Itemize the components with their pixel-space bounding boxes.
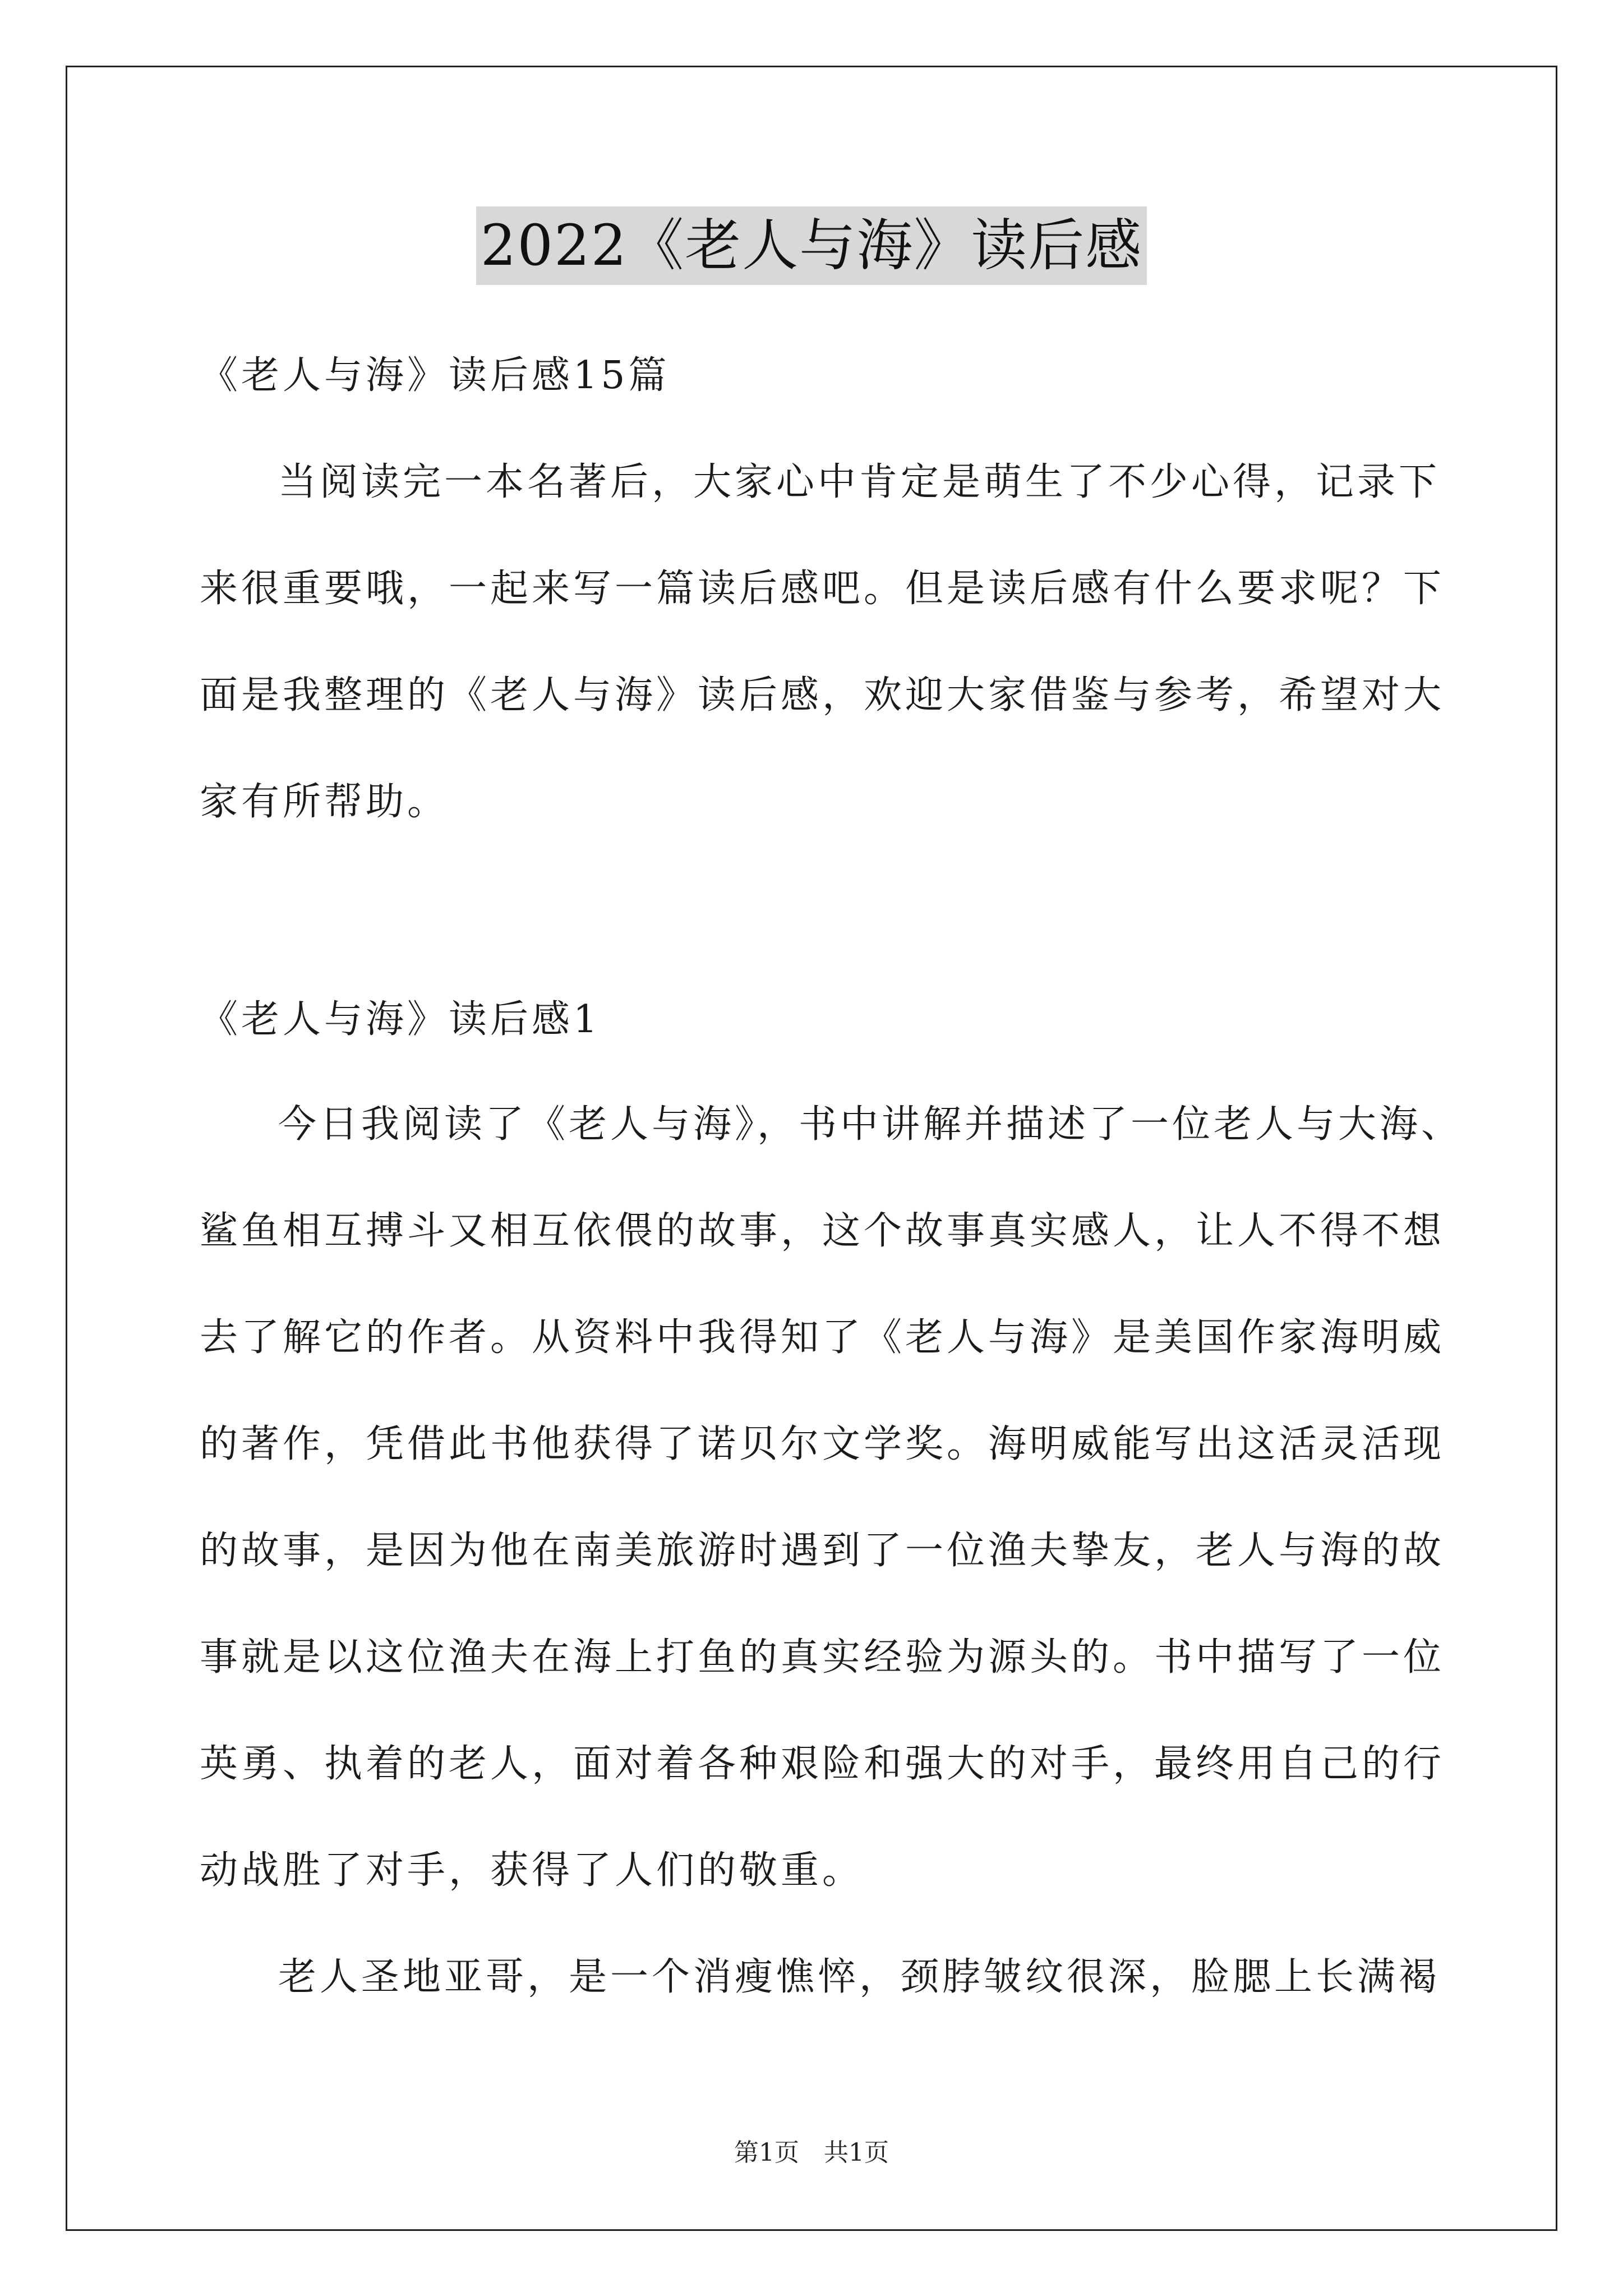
paragraph-line: 事就是以这位渔夫在海上打鱼的真实经验为源头的。书中描写了一位 [200, 1635, 1445, 1680]
paragraph-line: 今日我阅读了《老人与海》，书中讲解并描述了一位老人与大海、 [278, 1102, 1463, 1147]
paragraph-line: 去了解它的作者。从资料中我得知了《老人与海》是美国作家海明威 [200, 1315, 1445, 1360]
section-heading: 《老人与海》读后感1 [200, 997, 601, 1042]
paragraph-line: 鲨鱼相互搏斗又相互依偎的故事，这个故事真实感人，让人不得不想 [200, 1209, 1445, 1253]
intro-line: 家有所帮助。 [200, 780, 449, 824]
document-title: 2022《老人与海》读后感 [476, 206, 1147, 285]
paragraph-line: 的故事，是因为他在南美旅游时遇到了一位渔夫挚友，老人与海的故 [200, 1529, 1445, 1573]
title-container [0, 206, 1623, 285]
intro-line: 面是我整理的《老人与海》读后感，欢迎大家借鉴与参考，希望对大 [200, 673, 1445, 717]
subtitle: 《老人与海》读后感15篇 [200, 353, 670, 398]
paragraph-line: 的著作，凭借此书他获得了诺贝尔文学奖。海明威能写出这活灵活现 [200, 1422, 1445, 1466]
page-footer: 第1页 共1页 [734, 2138, 889, 2167]
intro-line: 当阅读完一本名著后，大家心中肯定是萌生了不少心得，记录下 [278, 460, 1441, 504]
paragraph-line: 英勇、执着的老人，面对着各种艰险和强大的对手，最终用自己的行 [200, 1742, 1445, 1786]
intro-line: 来很重要哦，一起来写一篇读后感吧。但是读后感有什么要求呢？下 [200, 567, 1445, 611]
paragraph-line: 老人圣地亚哥，是一个消瘦憔悴，颈脖皱纹很深，脸腮上长满褐 [278, 1955, 1441, 1999]
paragraph-line: 动战胜了对手，获得了人们的敬重。 [200, 1848, 864, 1893]
